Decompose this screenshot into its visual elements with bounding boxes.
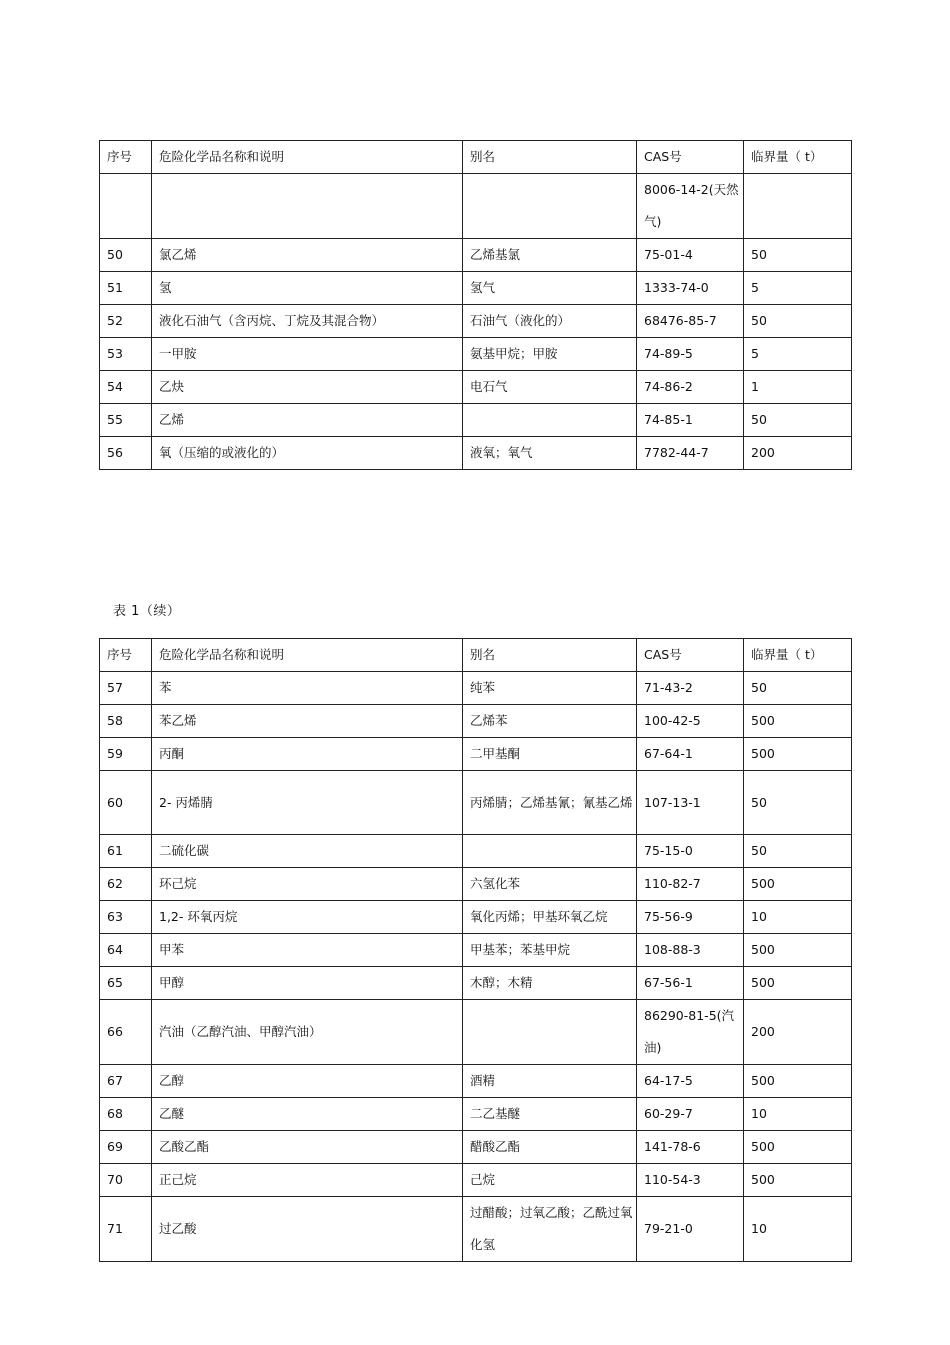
cell-alias [463, 835, 637, 868]
cell-name: 苯 [152, 672, 463, 705]
cell-alias: 石油气（液化的） [463, 305, 637, 338]
cell-no: 65 [100, 967, 152, 1000]
table-row [100, 934, 852, 967]
cell-quantity: 50 [744, 771, 852, 835]
cell-quantity: 5 [744, 272, 852, 305]
cell-quantity: 200 [744, 437, 852, 470]
cell-quantity: 500 [744, 1065, 852, 1098]
cell-cas: 75-56-9 [637, 901, 744, 934]
cell-alias: 乙烯苯 [463, 705, 637, 738]
cell-no: 55 [100, 404, 152, 437]
cell-cas: 71-43-2 [637, 672, 744, 705]
cell-no: 71 [100, 1197, 152, 1262]
header-cell-quantity: 临界量（ t） [744, 141, 852, 174]
cell-name: 氯乙烯 [152, 239, 463, 272]
cell-no: 54 [100, 371, 152, 404]
cell-alias: 木醇；木精 [463, 967, 637, 1000]
cell-name: 液化石油气（含丙烷、丁烷及其混合物） [152, 305, 463, 338]
cell-cas: 100-42-5 [637, 705, 744, 738]
cell-name: 1,2- 环氧丙烷 [152, 901, 463, 934]
cell-cas: 107-13-1 [637, 771, 744, 835]
cell-cas: 74-86-2 [637, 371, 744, 404]
cell-name: 过乙酸 [152, 1197, 463, 1262]
cell-no: 70 [100, 1164, 152, 1197]
cell-cas: 67-56-1 [637, 967, 744, 1000]
cell-name [152, 174, 463, 239]
cell-alias: 纯苯 [463, 672, 637, 705]
table-row [100, 835, 852, 868]
table-row [100, 305, 852, 338]
cell-cas: 74-85-1 [637, 404, 744, 437]
cell-alias: 甲基苯；苯基甲烷 [463, 934, 637, 967]
cell-name: 氢 [152, 272, 463, 305]
cell-no [100, 174, 152, 239]
cell-name: 苯乙烯 [152, 705, 463, 738]
header-cell-quantity: 临界量（ t） [744, 639, 852, 672]
table-row [100, 371, 852, 404]
cell-quantity: 10 [744, 1098, 852, 1131]
table-row [100, 437, 852, 470]
table-row [100, 901, 852, 934]
table-row [100, 239, 852, 272]
cell-cas: 75-01-4 [637, 239, 744, 272]
table-2-body [100, 639, 852, 1262]
cell-alias: 氨基甲烷；甲胺 [463, 338, 637, 371]
cell-alias: 六氢化苯 [463, 868, 637, 901]
cell-name: 乙烯 [152, 404, 463, 437]
cell-quantity: 500 [744, 738, 852, 771]
cell-quantity: 500 [744, 967, 852, 1000]
header-cell-cas: CAS号 [637, 141, 744, 174]
header-row [100, 141, 852, 174]
header-cell-cas: CAS号 [637, 639, 744, 672]
table-row [100, 272, 852, 305]
cell-name: 甲苯 [152, 934, 463, 967]
cell-quantity: 200 [744, 1000, 852, 1065]
cell-no: 56 [100, 437, 152, 470]
cell-no: 62 [100, 868, 152, 901]
cell-quantity: 500 [744, 934, 852, 967]
table-row [100, 868, 852, 901]
cell-name: 氧（压缩的或液化的） [152, 437, 463, 470]
cell-no: 52 [100, 305, 152, 338]
table-row [100, 1131, 852, 1164]
header-cell-name: 危险化学品名称和说明 [152, 141, 463, 174]
cell-no: 61 [100, 835, 152, 868]
chemicals-table-2 [99, 638, 852, 1262]
cell-name: 乙炔 [152, 371, 463, 404]
cell-no: 64 [100, 934, 152, 967]
cell-cas: 75-15-0 [637, 835, 744, 868]
table-row [100, 967, 852, 1000]
cell-no: 67 [100, 1065, 152, 1098]
cell-cas: 74-89-5 [637, 338, 744, 371]
cell-name: 丙酮 [152, 738, 463, 771]
table-row [100, 338, 852, 371]
cell-alias: 二甲基酮 [463, 738, 637, 771]
cell-no: 58 [100, 705, 152, 738]
cell-quantity: 1 [744, 371, 852, 404]
header-cell-no: 序号 [100, 639, 152, 672]
cell-name: 乙酸乙酯 [152, 1131, 463, 1164]
table-row [100, 1065, 852, 1098]
chemicals-table-1 [99, 140, 852, 470]
table-row [100, 738, 852, 771]
cell-quantity: 50 [744, 672, 852, 705]
cell-quantity: 5 [744, 338, 852, 371]
cell-cas: 108-88-3 [637, 934, 744, 967]
cell-no: 63 [100, 901, 152, 934]
cell-alias: 乙烯基氯 [463, 239, 637, 272]
cell-name: 甲醇 [152, 967, 463, 1000]
cell-cas: 110-82-7 [637, 868, 744, 901]
cell-cas: 60-29-7 [637, 1098, 744, 1131]
cell-quantity [744, 174, 852, 239]
cell-alias: 电石气 [463, 371, 637, 404]
header-row [100, 639, 852, 672]
cell-name: 一甲胺 [152, 338, 463, 371]
cell-alias: 氢气 [463, 272, 637, 305]
cell-alias: 二乙基醚 [463, 1098, 637, 1131]
cell-no: 57 [100, 672, 152, 705]
header-cell-name: 危险化学品名称和说明 [152, 639, 463, 672]
cell-no: 51 [100, 272, 152, 305]
cell-cas: 110-54-3 [637, 1164, 744, 1197]
cell-name: 正己烷 [152, 1164, 463, 1197]
cell-alias: 液氧；氧气 [463, 437, 637, 470]
table-row [100, 771, 852, 835]
cell-cas: 141-78-6 [637, 1131, 744, 1164]
table-row [100, 672, 852, 705]
cell-quantity: 50 [744, 835, 852, 868]
cell-quantity: 500 [744, 868, 852, 901]
cell-cas: 68476-85-7 [637, 305, 744, 338]
cell-alias: 过醋酸；过氧乙酸；乙酰过氧化氢 [463, 1197, 637, 1262]
cell-no: 59 [100, 738, 152, 771]
cell-cas: 67-64-1 [637, 738, 744, 771]
cell-alias: 酒精 [463, 1065, 637, 1098]
cell-alias: 丙烯腈；乙烯基氰；氰基乙烯 [463, 771, 637, 835]
cell-name: 乙醇 [152, 1065, 463, 1098]
cell-cas: 8006-14-2(天然气) [637, 174, 744, 239]
cell-alias: 醋酸乙酯 [463, 1131, 637, 1164]
cell-quantity: 500 [744, 705, 852, 738]
cell-quantity: 50 [744, 404, 852, 437]
table-row [100, 404, 852, 437]
cell-no: 69 [100, 1131, 152, 1164]
cell-name: 环己烷 [152, 868, 463, 901]
header-cell-alias: 别名 [463, 639, 637, 672]
header-cell-alias: 别名 [463, 141, 637, 174]
cell-alias [463, 404, 637, 437]
cell-alias [463, 174, 637, 239]
table-caption: 表 1（续） [113, 604, 181, 619]
table-row [100, 1164, 852, 1197]
cell-cas: 64-17-5 [637, 1065, 744, 1098]
cell-no: 50 [100, 239, 152, 272]
cell-no: 68 [100, 1098, 152, 1131]
cell-quantity: 500 [744, 1131, 852, 1164]
cell-alias [463, 1000, 637, 1065]
cell-cas: 86290-81-5(汽油) [637, 1000, 744, 1065]
cell-no: 66 [100, 1000, 152, 1065]
cell-quantity: 500 [744, 1164, 852, 1197]
cell-alias: 己烷 [463, 1164, 637, 1197]
cell-alias: 氧化丙烯；甲基环氧乙烷 [463, 901, 637, 934]
cell-quantity: 10 [744, 901, 852, 934]
cell-no: 60 [100, 771, 152, 835]
cell-quantity: 50 [744, 305, 852, 338]
cell-no: 53 [100, 338, 152, 371]
cell-name: 二硫化碳 [152, 835, 463, 868]
cell-name: 乙醚 [152, 1098, 463, 1131]
header-cell-no: 序号 [100, 141, 152, 174]
cell-quantity: 10 [744, 1197, 852, 1262]
table-row [100, 1098, 852, 1131]
cell-name: 2- 丙烯腈 [152, 771, 463, 835]
cell-cas: 79-21-0 [637, 1197, 744, 1262]
cell-cas: 7782-44-7 [637, 437, 744, 470]
cell-cas: 1333-74-0 [637, 272, 744, 305]
table-row [100, 705, 852, 738]
cell-quantity: 50 [744, 239, 852, 272]
table-row [100, 1197, 852, 1262]
table-row [100, 1000, 852, 1065]
table-1-body [100, 141, 852, 470]
cell-name: 汽油（乙醇汽油、甲醇汽油） [152, 1000, 463, 1065]
table-row [100, 174, 852, 239]
